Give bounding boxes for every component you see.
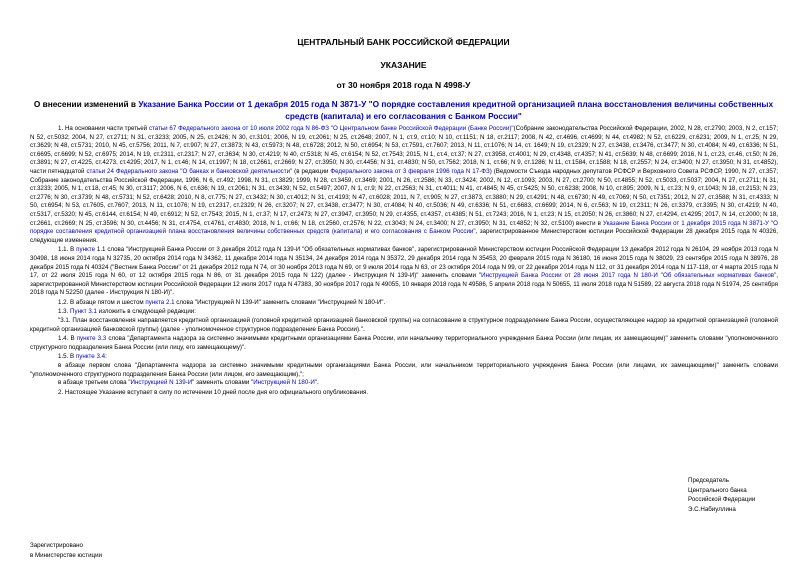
p15-text-l2c: " заменить словами " (192, 379, 254, 387)
p15-text-c: : (105, 353, 107, 361)
link-instruction-180i[interactable]: Инструкцией Банка России от 28 июня 2017 года N 180-И "Об обязательных нормативах банков" (481, 272, 777, 280)
p14-text-c: слова "Департамента надзора за системно значимыми кредитными организациями Банка России, или начальнику территориального учреждения Банка России (или лицам, их замещающим)" заменить словами "уполномоченного структурного подразделения Банка России (или лицу, его замещающему)". (30, 335, 778, 351)
link-punkt-3-4[interactable]: пункте 3.4 (75, 353, 106, 361)
document-date-number: от 30 ноября 2018 года N 4998-У (336, 80, 471, 90)
p1-text-f: (в редакции (292, 167, 331, 175)
bank-name: ЦЕНТРАЛЬНЫЙ БАНК РОССИЙСКОЙ ФЕДЕРАЦИИ (297, 37, 510, 47)
paragraph-1-5-line-1: в абзаце первом слова "Департамента надзора за системно значимыми кредитными организациями Банка России, или начальником территориального учреждения Банка России (или лицами, их замещающими)" заменить словами "уполномоченного структурного подразделения Банка России (или лицом, его замещающим),"; (30, 362, 778, 378)
registration-line-1: Зарегистрировано (30, 542, 83, 549)
p1-text-c: (Собрание законодательства Российской Федерации, 2002, N 28, ст.2790; 2003, N 2, ст.157; N 52, ст.5032; 2004, N 27, ст.2711; N 31, ст.3233; 2005, N 25, ст.2426; N 30, ст.3101; 2006, N 19, ст.2061; N 25, ст.2648; 2007, N 1, ст.9, ст.10; N 10, ст.1151; N 18, ст.2117; 2008, N 42, ст.4696, ст.4699; N 44, ст.4982; N 52, ст.6229, ст.6231; 2009, N 1, ст.25; N 29, ст.3629; N 48, ст.5731; 2010, N 45, ст.5756; 2011, N 7, ст.907; N 27, ст.3873; N 43, ст.5973; N 48, ст.6728; 2012, N 50, ст.6954; N 53, ст.7591, ст.7607; 2013, N 11, ст.1076; N 14, ст. 1649; N 19, ст.2329; N 27, ст.3438, ст.3476, ст.3477; N 30, ст.4084; N 49, ст.6336; N 51, ст.6695, ст.6699; N 52, ст.6975; 2014, N 19, ст.2311, ст.2317; N 27, ст.3634; N 30, ст.4219; N 40, ст.5318; N 45, ст.6154; N 52, ст.7543; 2015, N 1, ст.4, ст.37; N 27, ст.3958, ст.4001; N 29, ст.4348, ст.4357; N 41, ст.5639; N 48, ст.6699; 2016, N 1, ст.23, ст.46, ст.50; N 26, ст.3891; N 27, ст.4225, ст.4273, ст.4295; 2017, N 1, ст.46; N 14, ст.1997; N 18, ст.2661, ст.2669; N 27, ст.3950; N 30, ст.4456; N 31, ст.4830; N 50, ст.7562; 2018, N 1, ст.66; N 9, ст.1286; N 11, ст.1584, ст.1588; N 18, ст.2557; N 24, ст.3400; N 27, ст.3950; N 31, ст.4852), (30, 125, 778, 167)
link-instruction-139i[interactable]: Инструкцией N 139-И (130, 379, 193, 387)
p13-text-c: изложить в следующей редакции: (96, 308, 196, 316)
signature-role-1: Председатель (688, 477, 729, 484)
p11-text-e: , зарегистрированной Министерством юстиции Российской Федерации 12 июля 2017 года N 47383, 30 ноября 2017 года N 49055, 10 января 2018 года N 49586, 5 апреля 2018 года N 50655, 11 июля 2018 года N 51589, 22 августа 2018 года N 51974, 25 сентября 2018 года N 52250 (далее - Инструкция N 180-И)". (30, 272, 778, 297)
title-prefix: О внесении изменений в (33, 99, 139, 109)
link-article-67[interactable]: статьи 67 Федерального закона от 10 июля 2002 года N 86-ФЗ "О Центральном банке Российской Федерации (Банке России)" (148, 125, 514, 132)
signature-role-2: Центрального банка (688, 486, 747, 494)
link-ukazanie-3871u[interactable]: Указание Банка России от 1 декабря 2015 года N 3871-У "О порядке составления кредитной организацией плана восстановления величины собственных средств (капитала) и его согласования с Банком России" (30, 219, 778, 236)
p1-text-a: 1. На основании части третьей (58, 125, 149, 132)
link-article-24[interactable]: статьи 24 Федерального закона "О банках и банковской деятельности" (86, 167, 293, 175)
p14-text-a: 1.4. В (58, 335, 77, 343)
signature-name: Э.С.Набиуллина (688, 505, 736, 513)
title-link[interactable]: Указание Банка России от 1 декабря 2015 года N 3871-У "О порядке составления кредитной организацией плана восстановления величины собственных средств (капитала) и его согласования с Банком России" (138, 99, 774, 121)
p15-text-l2e: ". (314, 379, 319, 387)
paragraph-1-5 (30, 353, 778, 362)
document-body (30, 125, 778, 397)
p13-text-a: 1.3. (58, 308, 71, 316)
p12-text-a: 1.2. В абзаце пятом и шестом (58, 298, 146, 306)
p12-text-c: слова "Инструкцией N 139-И" заменить словами "Инструкцией N 180-И". (174, 298, 386, 306)
p15-text-a: 1.5. В (58, 353, 76, 361)
p11-text-c: 1.1 слова "Инструкцией Банка России от 3 декабря 2012 года N 139-И "Об обязательных нормативах банков", зарегистрированной Министерством юстиции Российской Федерации 13 декабря 2012 года N 26104, 29 ноября 2013 года N 30498, 18 июня 2014 года N 32735, 20 октября 2014 года N 34362, 11 декабря 2014 года N 35134, 24 декабря 2014 года N 35372, 29 декабря 2014 года N 35453, 20 февраля 2015 года N 36180, 16 июня 2015 года N 38029, 23 сентября 2015 года N 38976, 28 декабря 2015 года N 40324 ("Вестник Банка России" от 21 декабря 2012 года N 74, от 30 ноября 2013 года N 69, от 9 июля 2014 года N 63, от 23 октября 2014 года N 99, от 22 декабря 2014 года N 112, от 31 декабря 2014 года N 117-118, от 4 марта 2015 года N 17, от 22 июля 2015 года N 60, от 12 октября 2015 года N 86, от 31 декабря 2015 года N 122) (далее - Инструкция N 139-И)" заменить словами " (30, 246, 779, 280)
paragraph-1-5-line-2 (30, 379, 778, 388)
paragraph-1-3 (30, 308, 778, 317)
paragraph-1 (30, 125, 778, 245)
signature-role-3: Российской Федерации (688, 496, 756, 504)
document-title (30, 98, 777, 122)
link-punkt-3-3[interactable]: пункте 3.3 (76, 335, 107, 343)
p15-text-l2a: в абзаце третьем слова " (58, 379, 131, 387)
paragraph-1-2 (30, 299, 778, 308)
p1-text-d: части пятнадцатой (30, 167, 87, 175)
paragraph-2: 2. Настоящее Указание вступает в силу по истечении 10 дней после дня его официального опубликования. (58, 388, 369, 396)
registration-block (30, 541, 230, 560)
link-punkt-2-1[interactable]: пункта 2.1 (145, 298, 175, 306)
paragraph-1-1 (30, 246, 778, 298)
signature-block (688, 476, 788, 514)
p11-text-a: 1.1. В (58, 246, 77, 254)
p1-text-j: , зарегистрированное Министерством юстиции Российской Федерации 28 декабря 2015 года N 40326, следующие изменения. (30, 228, 778, 244)
registration-line-2: в Министерстве юстиции (30, 551, 103, 559)
paragraph-1-3-quote: "3.1. План восстановления направляется кредитной организацией (головной кредитной организацией банковской группы) на согласование в структурное подразделение Банка России, осуществляющее надзор за кредитной организацией (головной кредитной организацией банковской группы) (далее - уполномоченное структурное подразделение Банка России).". (30, 317, 778, 333)
link-punkt-3-1[interactable]: Пункт 3.1 (70, 308, 97, 316)
p1-text-h: ) (Ведомости Съезда народных депутатов РСФСР и Верховного Совета РСФСР, 1990, N 27, ст.357; Собрание законодательства Российской Федерации, 1996, N 6, ст.492; 1998, N 31, ст.3829; 1999, N 28, ст.3459, ст.3469; 2001, N 26, ст.2586; N 33, ст.3424; 2002, N 12, ст.1093; 2003, N 27, ст.2700; N 50, ст.4855; N 52, ст.5033, ст.5037; 2004, N 27, ст.2711; N 31, ст.3233; 2005, N 1, ст.18, ст.45; N 30, ст.3117; 2006, N 6, ст.636; N 19, ст.2061; N 31, ст.3439; N 52, ст.5497; 2007, N 1, ст.9; N 22, ст.2563; N 31, ст.4011; N 41, ст.4845; N 45, ст.5425; N 50, ст.6238; 2008, N 10, ст.895; 2009, N 1, ст.23; N 9, ст.1043; N 18, ст.2153; N 23, ст.2776; N 30, ст.3739; N 48, ст.5731; N 52, ст.6428; 2010, N 8, ст.775; N 27, ст.3432; N 30, ст.4012; N 31, ст.4193; N 47, ст.6028; 2011, N 7, ст.905; N 27, ст.3873, ст.3880; N 29, ст.4291; N 48, ст.6730; N 49, ст.7069; N 50, ст.7351; 2012, N 27, ст.3588; N 31, ст.4333; N 50, ст.6954; N 53, ст.7605, ст.7607; 2013, N 11, ст.1076; N 19, ст.2317, ст.2329; N 26, ст.3207; N 27, ст.3438, ст.3477; N 30, ст.4084; N 40, ст.5036; N 49, ст.6336; N 51, ст.6683, ст.6699; 2014, N 6, ст.563; N 19, ст.2311; N 26, ст.3379, ст.3395; N 30, ст.4219; N 40, ст.5317, ст.5320; N 45, ст.6144, ст.6154; N 49, ст.6912; N 52, ст.7543; 2015, N 1, ст.37; N 17, ст.2473; N 27, ст.3947, ст.3950; N 29, ст.4355, ст.4357, ст.4385; N 51, ст.7243; 2016, N 1, ст.23; N 15, ст.2050; N 26, ст.3860; N 27, ст.4294, ст.4295; 2017, N 14, ст.2000; N 18, ст.2661, ст.2669; N 25, ст.3596; N 30, ст.4456; N 31, ст.4754, ст.4761, ст.4830; 2018, N 1, ст.66; N 18, ст.2560, ст.2576; N 22, ст.3043; N 24, ст.3400; N 27, ст.3950; N 31, ст.4852; N 32, ст.5100) внести в (30, 167, 779, 227)
link-instruction-180i-2[interactable]: Инструкцией N 180-И (253, 379, 315, 387)
document-type: УКАЗАНИЕ (380, 60, 427, 70)
paragraph-1-4 (30, 335, 778, 352)
link-federal-law-17fz[interactable]: Федерального закона от 3 февраля 1996 года N 17-ФЗ (330, 167, 490, 175)
link-punkt-1-1[interactable]: пункте (76, 246, 96, 254)
